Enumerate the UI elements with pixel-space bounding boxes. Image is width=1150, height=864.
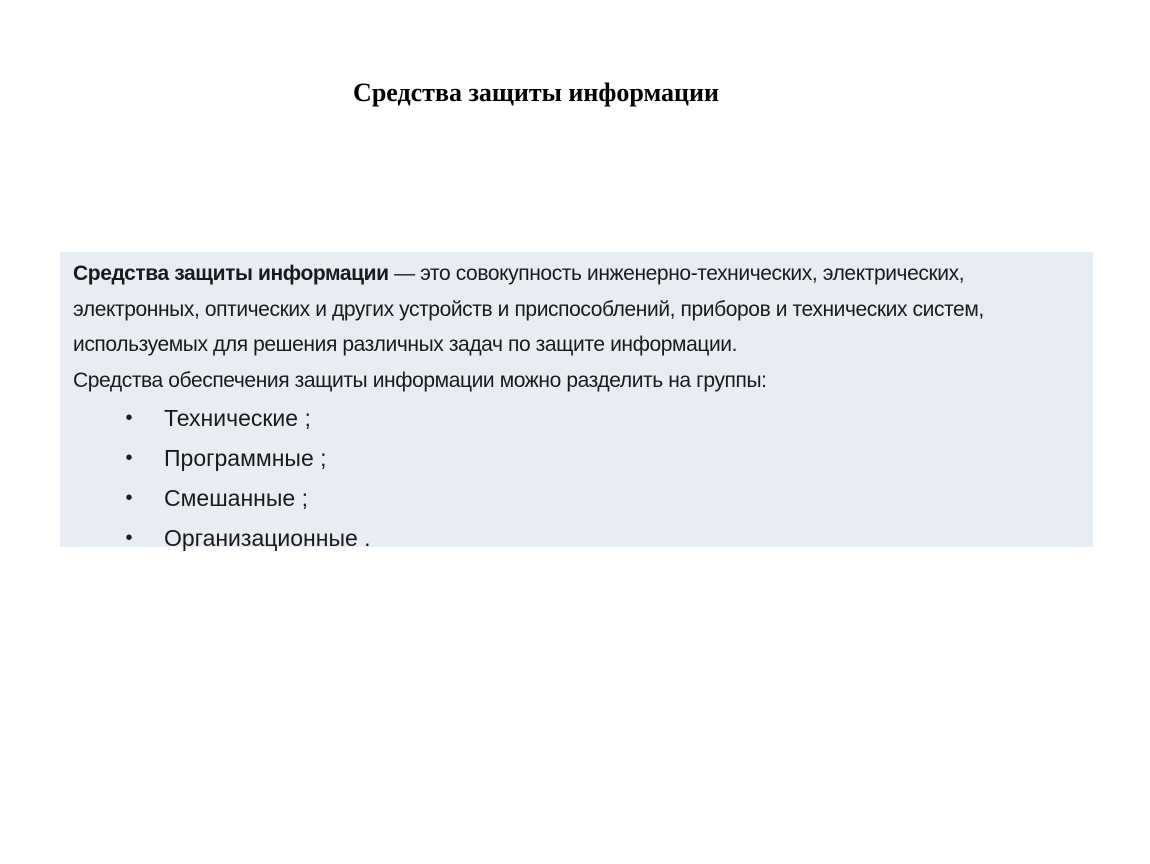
groups-intro: Средства обеспечения защиты информации можно разделить на группы: (73, 368, 767, 392)
definition-paragraph (73, 256, 1083, 363)
definition-text: — это совокупность инженерно-технических, электрических, электронных, оптических и других устройств и приспособлений, приборов и технических систем, используемых для решения различных задач по защите информации. (73, 262, 984, 356)
list-item (73, 478, 1083, 518)
bullet-icon: • (125, 487, 133, 509)
slide-title: Средства защиты информации (353, 78, 719, 107)
list-item (73, 518, 1083, 558)
group-label: Технические ; (164, 405, 311, 431)
group-list (73, 398, 1083, 558)
group-label: Организационные . (164, 525, 371, 551)
bullet-icon: • (125, 407, 133, 429)
content-box (60, 252, 1093, 551)
group-label: Смешанные ; (164, 485, 308, 511)
bullet-icon: • (125, 447, 133, 469)
bullet-icon: • (125, 527, 133, 549)
list-item (73, 398, 1083, 438)
group-label: Программные ; (164, 445, 327, 471)
list-item (73, 438, 1083, 478)
definition-term: Средства защиты информации (73, 262, 389, 285)
